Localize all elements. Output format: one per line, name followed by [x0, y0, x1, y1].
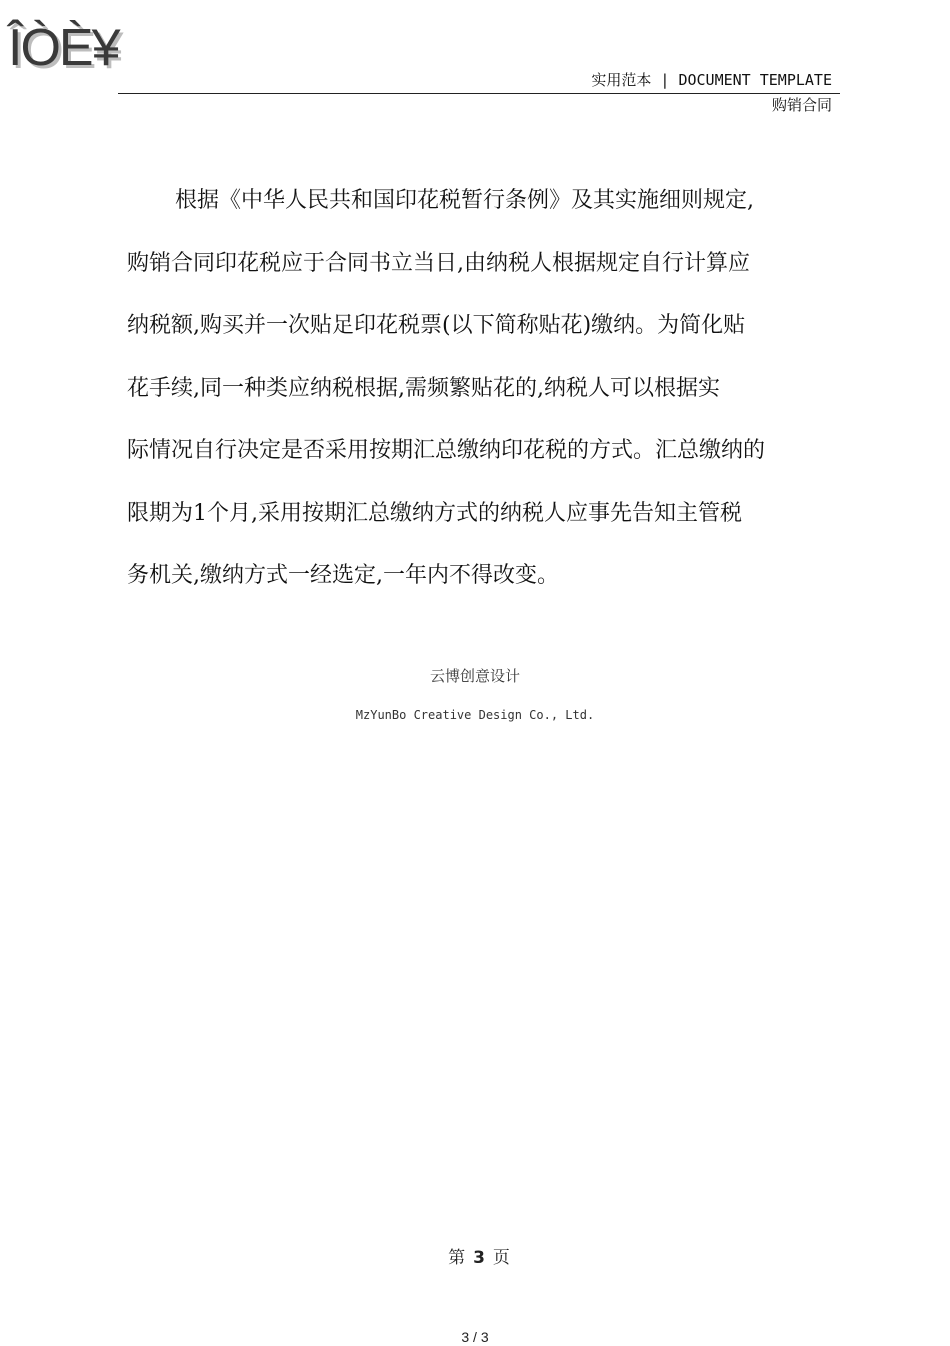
header-title: 实用范本 | DOCUMENT TEMPLATE [591, 71, 832, 89]
header-subtitle: 购销合同 [771, 96, 832, 114]
body-line: 际情况自行决定是否采用按期汇总缴纳印花税的方式。汇总缴纳的 [127, 438, 766, 463]
page-number-label [0, 1247, 950, 1269]
logo: ÎÒÈ¥ [8, 19, 119, 77]
page-prefix: 第 [448, 1248, 466, 1268]
body-paragraph [127, 170, 842, 608]
page-count: 3 / 3 [461, 1329, 489, 1345]
body-line: 限期为1个月,采用按期汇总缴纳方式的纳税人应事先告知主管税 [127, 500, 742, 526]
company-name-english: MzYunBo Creative Design Co., Ltd. [355, 708, 595, 722]
header-divider [118, 93, 840, 94]
company-name-chinese: 云博创意设计 [429, 667, 520, 685]
page-suffix: 页 [492, 1248, 510, 1268]
page-number: 3 [473, 1248, 485, 1268]
body-line: 购销合同印花税应于合同书立当日,由纳税人根据规定自行计算应 [127, 250, 750, 276]
body-line: 务机关,缴纳方式一经选定,一年内不得改变。 [127, 563, 559, 588]
body-line: 根据《中华人民共和国印花税暂行条例》及其实施细则规定, [175, 188, 754, 213]
body-line: 花手续,同一种类应纳税根据,需频繁贴花的,纳税人可以根据实 [127, 375, 720, 401]
body-line: 纳税额,购买并一次贴足印花税票(以下简称贴花)缴纳。为简化贴 [127, 313, 746, 338]
